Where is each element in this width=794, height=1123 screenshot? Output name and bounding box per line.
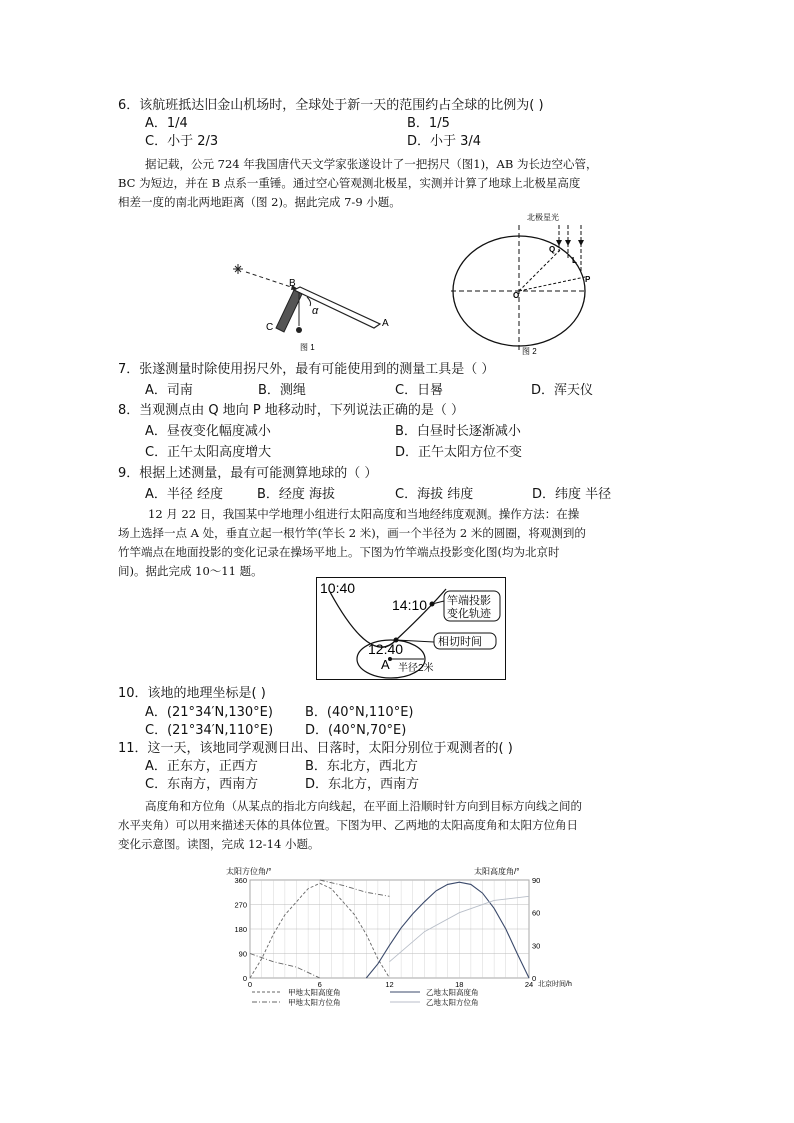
y-right-axis-title: 太阳高度角/°: [474, 867, 520, 876]
q11-option-d: D．东北方，西南方: [305, 777, 420, 792]
y-left-axis-title: 太阳方位角/°: [226, 867, 272, 876]
callout-trajectory-line-1: 竿端投影: [447, 595, 491, 607]
label-a-point: A: [381, 657, 390, 672]
legend-label: 乙地太阳方位角: [426, 998, 479, 1007]
label-b: B: [289, 278, 296, 289]
q7-option-b: B．测绳: [258, 383, 306, 398]
chart-grid: [250, 880, 529, 978]
x-tick-label: 12: [385, 980, 394, 989]
passage-1-line-3: 相差一度的南北两地距离（图 2)。据此完成 7-9 小题。: [118, 195, 401, 209]
q9-option-d: D．纬度 半径: [532, 487, 612, 502]
passage-1-line-1: 据记载，公元 724 年我国唐代天文学家张遂设计了一把拐尺（图1)，AB 为长边空心管，: [145, 157, 598, 171]
chart-legend: [252, 987, 479, 1007]
q9-option-c: C．海拔 纬度: [395, 487, 474, 502]
time-label-1040: 10:40: [320, 580, 356, 596]
figure-1-caption: 图 1: [300, 343, 315, 352]
q10-option-a: A．(21°34′N,130°E): [145, 705, 273, 720]
plumb-bob: [296, 327, 302, 333]
figure-1-carpenter-square: [228, 258, 398, 353]
x-tick-label: 18: [455, 980, 464, 989]
passage-1-line-2: BC 为短边，并在 B 点系一重锤。通过空心管观测北极星，实测并计算了地球上北极星高度: [118, 176, 581, 190]
label-alpha: α: [312, 305, 319, 317]
passage-3-line-1: 高度角和方位角（从某点的指北方向线起，在平面上沿顺时针方向到目标方向线之间的: [145, 799, 582, 813]
passage-2-line-2: 场上选择一点 A 处，垂直立起一根竹竿(竿长 2 米)，画一个半径为 2 米的圆圈，将观测到的: [118, 526, 586, 540]
q10-option-b: B．(40°N,110°E): [305, 705, 414, 720]
label-a: A: [382, 318, 389, 329]
shadow-trajectory-figure: [316, 577, 506, 680]
label-c: C: [266, 322, 274, 333]
passage-3-line-3: 变化示意图。读图，完成 12-14 小题。: [118, 837, 320, 851]
q7-option-c: C．日晷: [395, 383, 444, 398]
short-arm-bc: [276, 290, 302, 332]
q8-option-a: A．昼夜变化幅度减小: [145, 424, 271, 439]
q10-option-d: D．(40°N,70°E): [305, 723, 407, 738]
q7-option-d: D．浑天仪: [531, 383, 594, 398]
q11-option-c: C．东南方，西南方: [145, 777, 259, 792]
label-p: P: [585, 275, 591, 284]
passage-3-line-2: 水平夹角）可以用来描述天体的具体位置。下图为甲、乙两地的太阳高度角和太阳方位角日: [118, 818, 578, 832]
y-left-tick-label: 360: [234, 876, 247, 885]
sun-angle-chart: [222, 865, 582, 1015]
q6-option-a: A．1/4: [145, 116, 188, 131]
time-label-1410: 14:10: [392, 597, 428, 613]
passage-2-line-4: 间)。据此完成 10～11 题。: [118, 564, 263, 578]
y-left-tick-label: 0: [242, 974, 247, 983]
figure-2-caption: 图 2: [522, 347, 537, 356]
q9-option-b: B．经度 海拔: [257, 487, 336, 502]
q6-option-d: D．小于 3/4: [407, 134, 482, 149]
label-l: L: [572, 256, 577, 265]
x-axis-title: 北京时间/h: [538, 981, 572, 988]
q11-option-b: B．东北方，西北方: [305, 759, 418, 774]
y-right-tick-label: 60: [532, 908, 541, 918]
y-left-tick-label: 90: [238, 949, 247, 959]
q11-option-a: A．正东方，正西方: [145, 759, 258, 774]
callout-trajectory-line-2: 变化轨迹: [447, 608, 491, 620]
ray-arrowheads: [556, 240, 584, 246]
q6-option-c: C．小于 2/3: [145, 134, 219, 149]
y-right-tick-label: 30: [532, 941, 541, 951]
q7-stem: 7．张遂测量时除使用拐尺外，最有可能使用到的测量工具是（ ）: [118, 362, 495, 377]
q8-option-b: B．白昼时长逐渐减小: [395, 424, 521, 439]
radius-oq: [519, 250, 560, 291]
y-left-tick-label: 180: [234, 925, 247, 934]
x-tick-label: 24: [524, 980, 534, 989]
x-tick-label: 0: [247, 980, 253, 989]
angle-arc: [307, 297, 311, 306]
callout-tangent-text: 相切时间: [438, 636, 482, 648]
q10-option-c: C．(21°34′N,110°E): [145, 723, 274, 738]
passage-2-line-1: 12 月 22 日，我国某中学地理小组进行太阳高度和当地经纬度观测。操作方法：在操: [148, 507, 580, 521]
radius-op: [519, 277, 585, 291]
legend-label: 乙地太阳高度角: [426, 988, 479, 997]
time-label-1240: 12:40: [368, 641, 404, 657]
label-q: Q: [549, 245, 556, 254]
legend-label: 甲地太阳高度角: [288, 988, 341, 997]
y-right-tick-label: 0: [532, 974, 537, 983]
q6-stem: 6．该航班抵达旧金山机场时，全球处于新一天的范围约占全球的比例为( ): [118, 98, 544, 113]
q9-option-a: A．半径 经度: [145, 487, 224, 502]
x-tick-label: 6: [317, 980, 322, 989]
q8-option-d: D．正午太阳方位不变: [395, 445, 523, 460]
q8-stem: 8．当观测点由 Q 地向 P 地移动时，下列说法正确的是（ ）: [118, 403, 465, 418]
label-o: O: [513, 291, 520, 300]
q10-stem: 10．该地的地理坐标是( ): [118, 686, 266, 701]
q6-option-b: B．1/5: [407, 116, 450, 131]
legend-label: 甲地太阳方位角: [288, 998, 341, 1007]
q9-stem: 9．根据上述测量，最有可能测算地球的（ ）: [118, 466, 378, 481]
star-icon: [233, 264, 243, 274]
long-arm-ab: [294, 287, 380, 328]
q8-option-c: C．正午太阳高度增大: [145, 445, 272, 460]
q11-stem: 11．这一天，该地同学观测日出、日落时，太阳分别位于观测者的( ): [118, 741, 513, 756]
q7-option-a: A．司南: [145, 383, 193, 398]
y-right-tick-label: 90: [532, 876, 541, 885]
y-left-tick-label: 270: [234, 900, 247, 910]
passage-2-line-3: 竹竿端点在地面投影的变化记录在操场平地上。下图为竹竿端点投影变化图(均为北京时: [118, 545, 560, 559]
figure-2-earth-diagram: [455, 210, 615, 358]
radius-label: 半径2米: [398, 663, 434, 674]
figure-2-title: 北极星光: [527, 213, 559, 222]
sight-line: [246, 272, 294, 288]
